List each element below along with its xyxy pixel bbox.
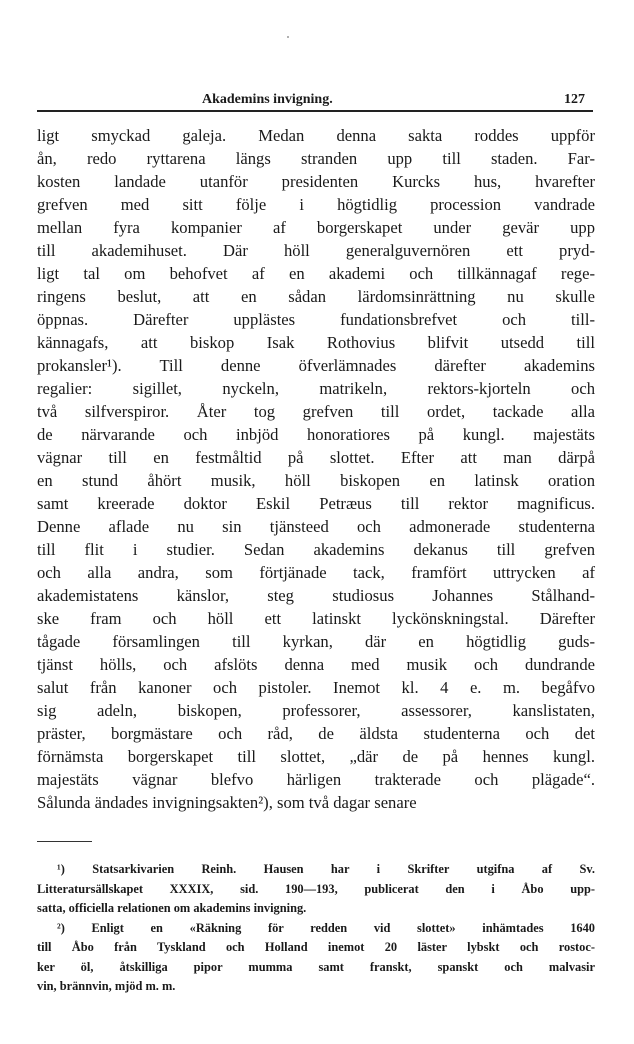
body-text <box>37 124 595 814</box>
text-line: ligt tal om behofvet af en akademi och tillkännagaf rege- <box>37 264 595 283</box>
text-line: öppnas. Därefter upplästes fundationsbrefvet och till- <box>37 310 595 329</box>
text-line: två silfverspiror. Åter tog grefven till ordet, tackade alla <box>37 402 595 421</box>
text-line: sig adeln, biskopen, professorer, assessorer, kanslistaten, <box>37 701 595 720</box>
text-line: Denne aflade nu sin tjänsteed och admonerade studenterna <box>37 517 595 536</box>
footnote-rule <box>37 841 92 842</box>
header-rule <box>37 110 593 112</box>
stray-mark <box>287 36 289 38</box>
text-line: förnämsta borgerskapet till slottet, „där de på hennes kungl. <box>37 747 595 766</box>
text-line: grefven med sitt följe i högtidlig procession vandrade <box>37 195 595 214</box>
text-line: samt kreerade doktor Eskil Petræus till rektor magnificus. <box>37 494 595 513</box>
text-line: prokansler¹). Till denne öfverlämnades därefter akademins <box>37 356 595 375</box>
footnote-line: ¹) Statsarkivarien Reinh. Hausen har i Skrifter utgifna af Sv. <box>57 862 595 876</box>
text-line: vägnar till en festmåltid på slottet. Efter att man därpå <box>37 448 595 467</box>
text-line: salut från kanoner och pistoler. Inemot kl. 4 e. m. begåfvo <box>37 678 595 697</box>
text-line: en stund åhört musik, höll biskopen en latinsk oration <box>37 471 595 490</box>
footnote-line: Litteratursällskapet XXXIX, sid. 190—193, publicerat den i Åbo upp- <box>37 881 595 896</box>
text-line: de närvarande och inbjöd honoratiores på kungl. majestäts <box>37 425 595 444</box>
text-line: ringens beslut, att en sådan lärdomsinrättning nu skulle <box>37 287 595 306</box>
text-line: präster, borgmästare och råd, de äldsta studenterna och det <box>37 724 595 743</box>
text-line: och alla andra, som förtjänade tack, framfört uttrycken af <box>37 563 595 582</box>
text-line: mellan fyra kompanier af borgerskapet under gevär upp <box>37 218 595 237</box>
footnotes <box>37 860 595 997</box>
text-line: kosten landade utanför presidenten Kurcks hus, hvarefter <box>37 172 595 191</box>
text-line: regalier: sigillet, nyckeln, matrikeln, rektors-kjorteln och <box>37 379 595 398</box>
text-line: akademistatens känslor, steg studiosus Johannes Stålhand- <box>37 586 595 605</box>
text-line: tjänst hölls, och afslöts denna med musik och dundrande <box>37 655 595 674</box>
text-line: ån, redo ryttarena längs stranden upp till staden. Far- <box>37 149 595 168</box>
footnote-line: vin, brännvin, mjöd m. m. <box>37 979 176 993</box>
text-line: ligt smyckad galeja. Medan denna sakta roddes uppför <box>37 126 595 145</box>
text-line: Sålunda ändades invigningsakten²), som två dagar senare <box>37 793 417 812</box>
footnote-line: ker öl, åtskilliga pipor mumma samt franskt, spanskt och malvasir <box>37 959 595 974</box>
footnote-line: satta, officiella relationen om akademins invigning. <box>37 901 307 915</box>
footnote-line: till Åbo från Tyskland och Holland inemot 20 läster lybskt och rostoc- <box>37 940 595 954</box>
running-title: Akademins invigning. <box>202 92 333 107</box>
text-line: ske fram och höll ett latinskt lyckönskningstal. Därefter <box>37 609 595 628</box>
footnote-line: ²) Enligt en «Räkning för redden vid slottet» inhämtades 1640 <box>57 920 595 935</box>
text-line: majestäts vägnar blefvo härligen trakterade och plägade“. <box>37 770 595 789</box>
text-line: till flit i studier. Sedan akademins dekanus till grefven <box>37 540 595 559</box>
page-number: 127 <box>564 92 585 107</box>
text-line: tågade församlingen till kyrkan, där en högtidlig guds- <box>37 632 595 651</box>
book-page <box>37 88 595 997</box>
running-header <box>37 88 595 112</box>
text-line: till akademihuset. Där höll generalguvernören ett pryd- <box>37 241 595 260</box>
text-line: kännagafs, att biskop Isak Rothovius blifvit utsedd till <box>37 333 595 352</box>
